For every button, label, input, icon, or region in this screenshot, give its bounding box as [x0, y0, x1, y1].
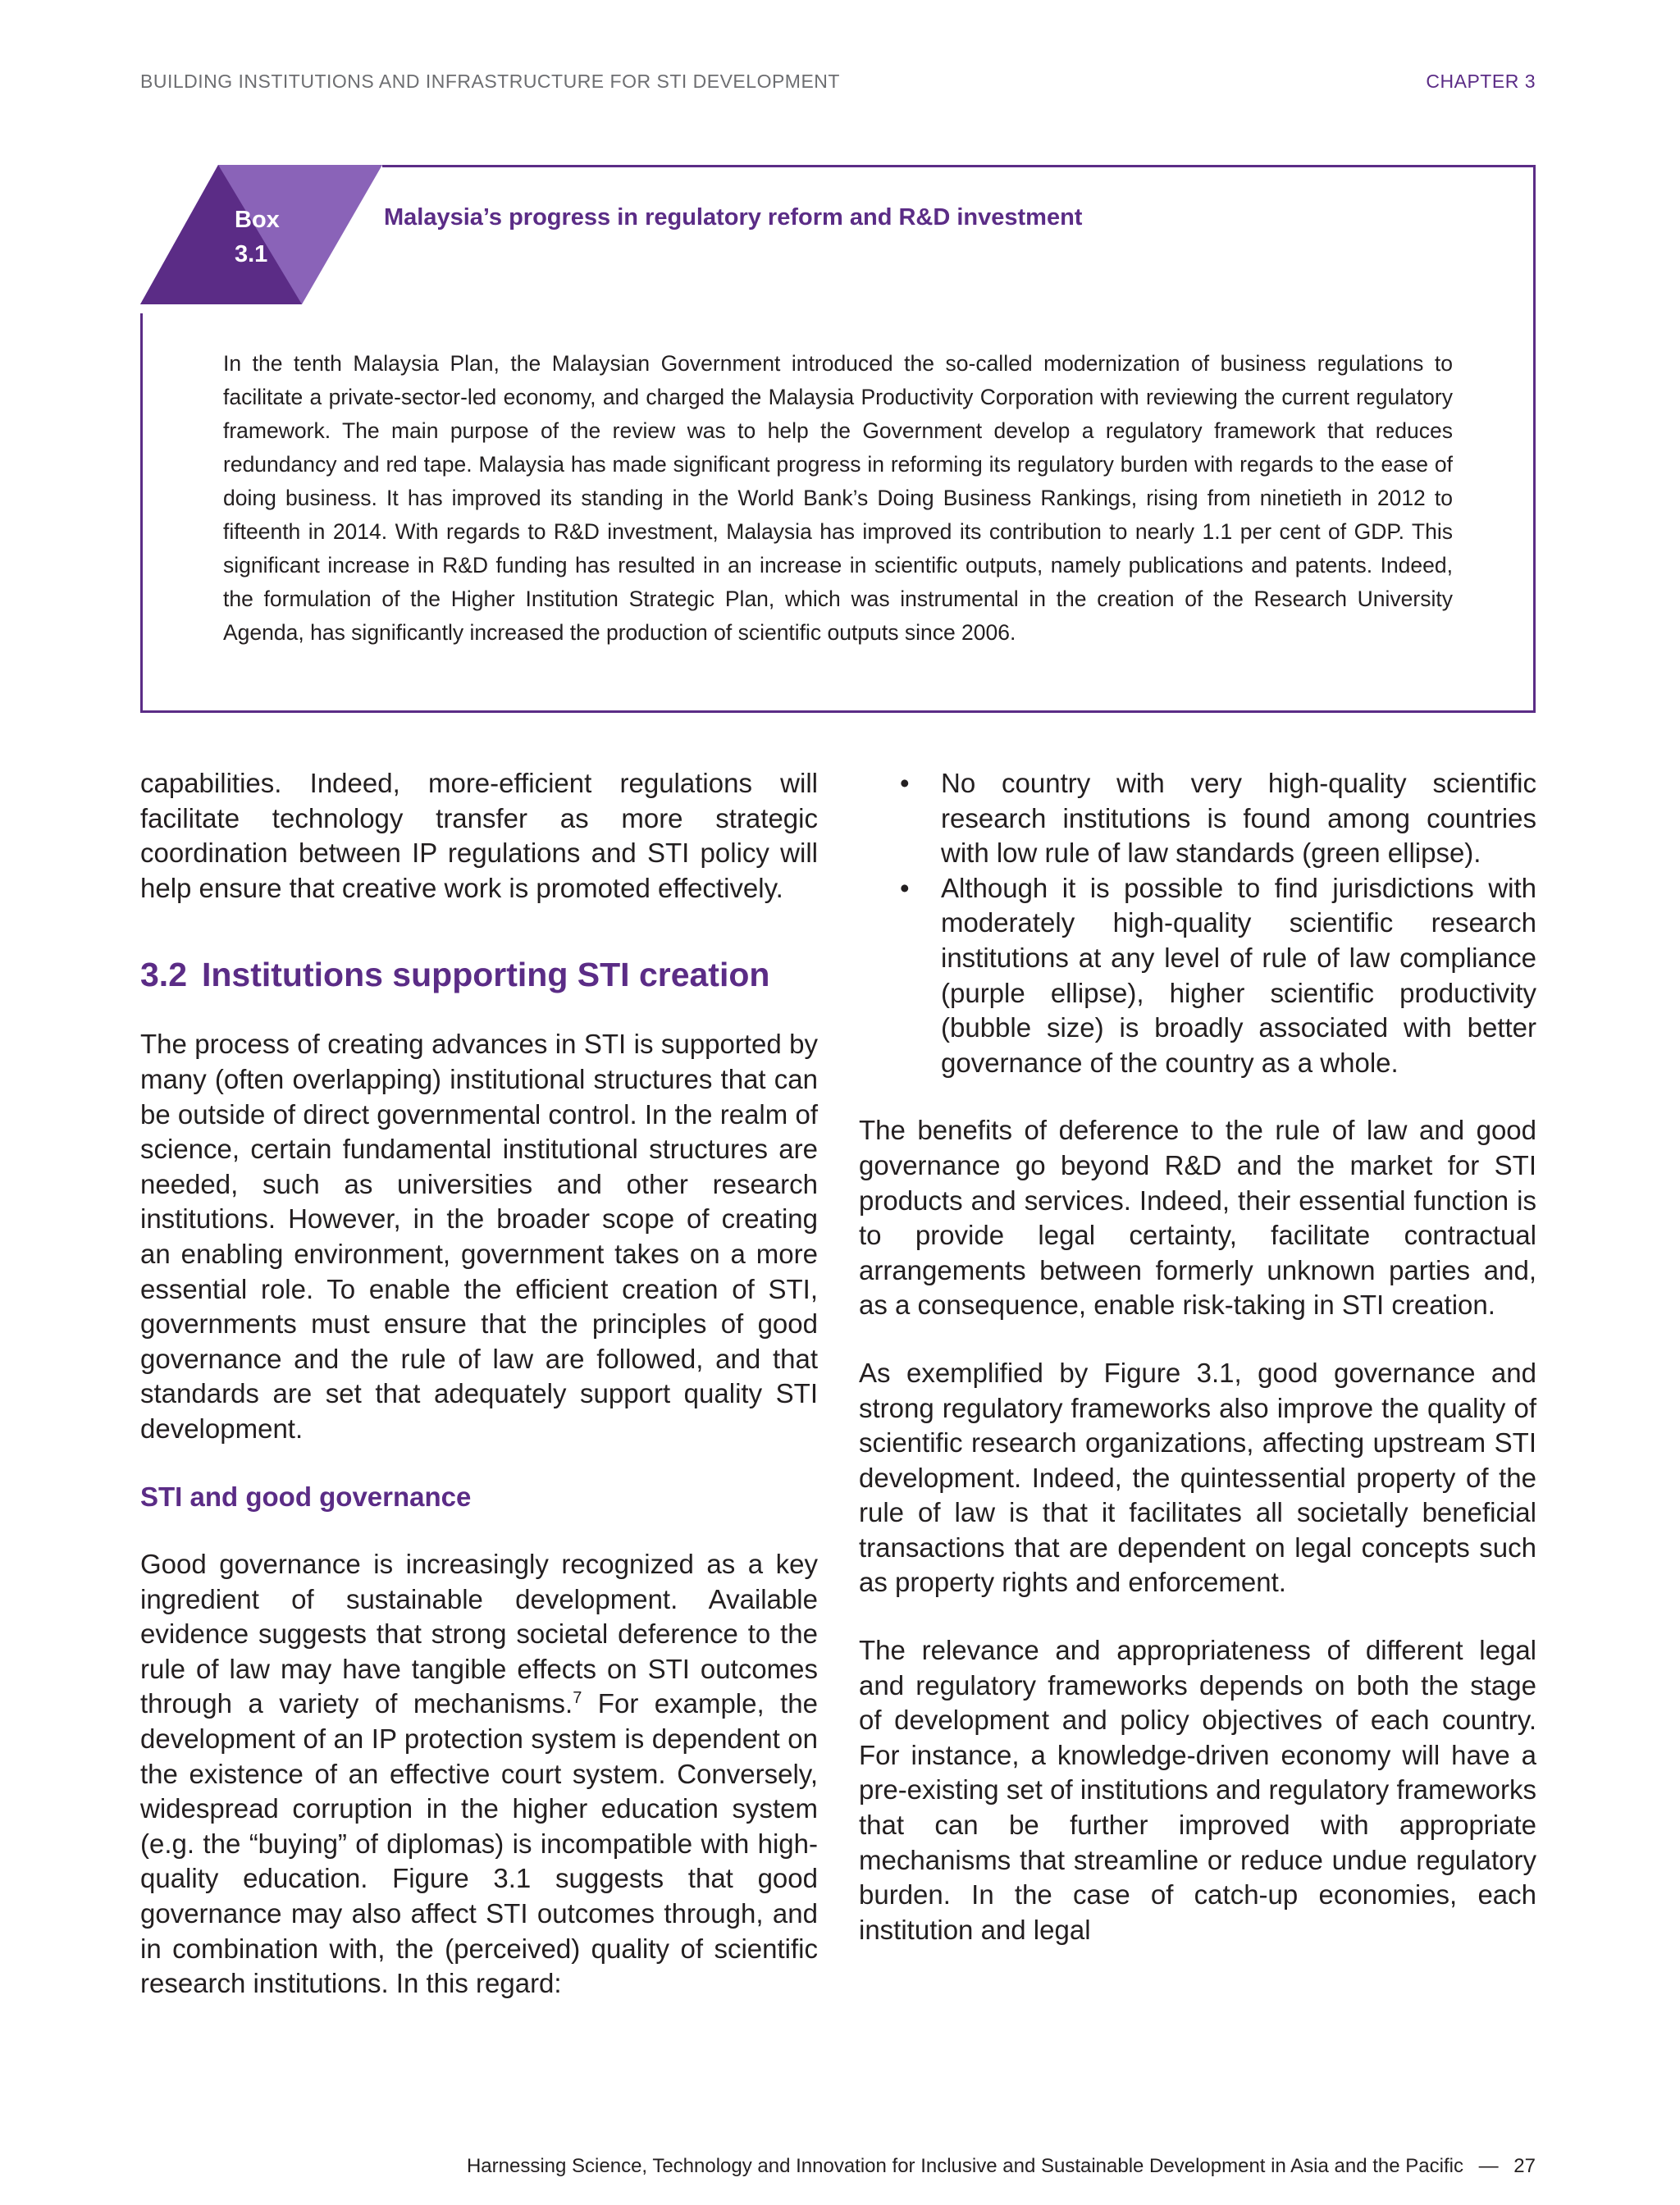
box-title: Malaysia’s progress in regulatory reform and R&D investment: [384, 204, 1083, 231]
footer-title: Harnessing Science, Technology and Innovation for Inclusive and Sustainable Development in Asia and the Pacific: [466, 2155, 1463, 2177]
paragraph-text: For example, the development of an IP protection system is dependent on the existence of an effective court system. Conversely, widespread corruption in the higher education system (e.g. the “buying” of diplomas) is incompatible with high-quality education. Figure 3.1 suggests that good governance may also affect STI outcomes through, and in combination with, the (perceived) quality of scientific research institutions. In this regard:: [140, 1688, 818, 1999]
paragraph-text: Good governance is increasingly recognized as a key ingredient of sustainable development. Available evidence suggests that strong societal deference to the rule of law may have tangible effects on STI outcomes through a variety of mechanisms.: [140, 1549, 818, 1719]
paragraph: The process of creating advances in STI is supported by many (often overlapping) institutional structures that can be outside of direct governmental control. In the realm of science, certain fundamental institutional structures are needed, such as universities and other research institutions. However, in the broader scope of creating an enabling environment, government takes on a more essential role. To enable the efficient creation of STI, governments must ensure that the principles of good governance and the rule of law are followed, and that standards are set that adequately support quality STI development.: [140, 1029, 818, 1444]
section-title: Institutions supporting STI creation: [202, 956, 770, 994]
subsection-heading: STI and good governance: [140, 1481, 472, 1512]
list-item-text: No country with very high-quality scientific research institutions is found among countries with low rule of law standards (green ellipse).: [941, 768, 1536, 869]
right-column: [859, 766, 1536, 1947]
paragraph: The relevance and appropriateness of different legal and regulatory frameworks depends on both the stage of development and policy objectives of each country. For instance, a knowledge-driven economy will have a pre-existing set of institutions and regulatory frameworks that can be further improved with appropriate mechanisms that streamline or reduce undue regulatory burden. In the case of catch-up economies, each institution and legal: [859, 1635, 1536, 1945]
section-heading: [140, 955, 818, 994]
left-column: [140, 766, 818, 2002]
box-label-number: 3.1: [235, 241, 268, 267]
footnote-ref[interactable]: 7: [573, 1689, 582, 1708]
bullet-icon: •: [900, 768, 910, 798]
paragraph: [140, 1547, 818, 2002]
paragraph: capabilities. Indeed, more-efficient regulations will facilitate technology transfer as more strategic coordination between IP regulations and STI policy will help ensure that creative work is promoted effectively.: [140, 768, 818, 903]
running-header-title: BUILDING INSTITUTIONS AND INFRASTRUCTURE FOR STI DEVELOPMENT: [140, 71, 840, 92]
bullet-icon: •: [900, 872, 910, 903]
running-header-chapter: CHAPTER 3: [1426, 71, 1536, 92]
bullet-list: [859, 766, 1536, 1080]
page-footer: [467, 2155, 1536, 2178]
list-item: [859, 766, 1536, 871]
box-label-word: Box: [235, 207, 280, 233]
section-number: 3.2: [140, 956, 187, 994]
box-body-text: In the tenth Malaysia Plan, the Malaysian Government introduced the so-called modernization of business regulations to facilitate a private-sector-led economy, and charged the Malaysia Productivity Corporation with reviewing the current regulatory framework. The main purpose of the review was to help the Government develop a regulatory framework that reduces redundancy and red tape. Malaysia has made significant progress in reforming its regulatory burden with regards to the ease of doing business. It has improved its standing in the World Bank’s Doing Business Rankings, rising from ninetieth in 2012 to fifteenth in 2014. With regards to R&D investment, Malaysia has improved its contribution to nearly 1.1 per cent of GDP. This significant increase in R&D funding has resulted in an increase in scientific outputs, namely publications and patents. Indeed, the formulation of the Higher Institution Strategic Plan, which was instrumental in the creation of the Research University Agenda, has significantly increased the production of scientific outputs since 2006.: [223, 351, 1453, 645]
footer-separator: —: [1478, 2155, 1499, 2177]
list-item: [859, 871, 1536, 1081]
paragraph: The benefits of deference to the rule of law and good governance go beyond R&D and the market for STI products and services. Indeed, their essential function is to provide legal certainty, facilitate contractual arrangements between formerly unknown parties and, as a consequence, enable risk-taking in STI creation.: [859, 1115, 1536, 1321]
paragraph: As exemplified by Figure 3.1, good governance and strong regulatory frameworks also improve the quality of scientific research organizations, affecting upstream STI development. Indeed, the quintessential property of the rule of law is that it facilitates all societally beneficial transactions that are dependent on legal concepts such as property rights and enforcement.: [859, 1357, 1536, 1598]
page-number: 27: [1513, 2155, 1536, 2177]
list-item-text: Although it is possible to find jurisdictions with moderately high-quality scientific research institutions at any level of rule of law compliance (purple ellipse), higher scientific productivity (bubble size) is broadly associated with better governance of the country as a whole.: [941, 872, 1536, 1078]
box-label: [235, 203, 280, 272]
